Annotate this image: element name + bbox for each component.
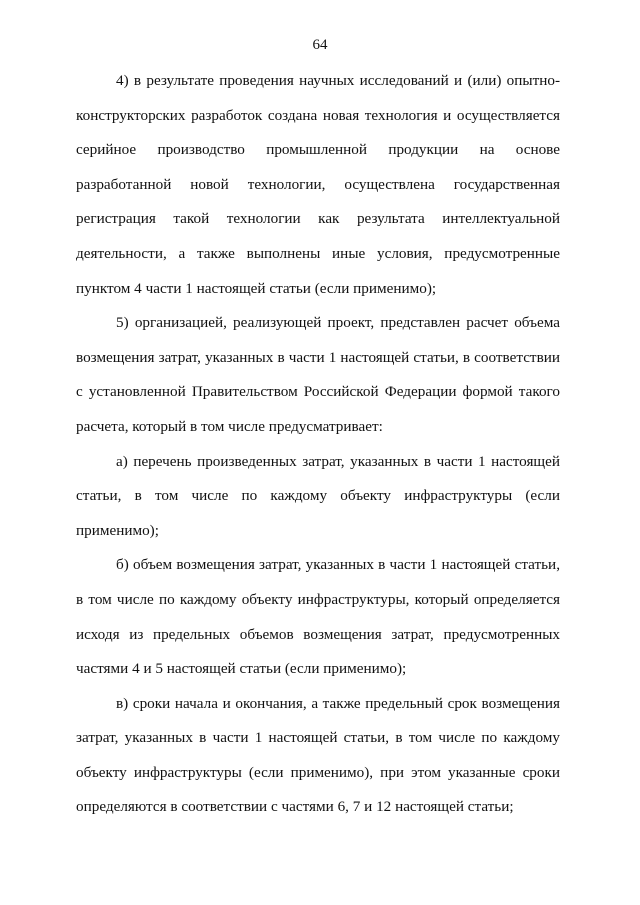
paragraph-subitem-b: б) объем возмещения затрат, указанных в части 1 настоящей статьи, в том числе по каждому объекту инфраструктуры, который определяется исходя из предельных объемов возмещения затрат, предусмотренных частями 4 и 5 настоящей статьи (если применимо);: [76, 556, 560, 678]
paragraph-item-5: 5) организацией, реализующей проект, представлен расчет объема возмещения затрат, указанных в части 1 настоящей статьи, в соответствии с установленной Правительством Российской Федерации формой такого расчета, который в том числе предусматривает:: [76, 314, 560, 435]
paragraph-subitem-a: а) перечень произведенных затрат, указанных в части 1 настоящей статьи, в том числе по каждому объекту инфраструктуры (если применимо);: [76, 452, 560, 539]
page-number: 64: [312, 37, 328, 53]
paragraph-subitem-v: в) сроки начала и окончания, а также предельный срок возмещения затрат, указанных в части 1 настоящей статьи, в том числе по каждому объекту инфраструктуры (если применимо), при этом указанные сроки определяются в соответствии с частями 6, 7 и 12 настоящей статьи;: [76, 694, 560, 816]
document-body: [76, 64, 560, 825]
paragraph-item-4: 4) в результате проведения научных исследований и (или) опытно-конструкторских разработок создана новая технология и осуществляется серийное производство промышленной продукции на основе разработанной новой технологии, осуществлена государственная регистрация такой технологии как результата интеллектуальной деятельности, а также выполнены иные условия, предусмотренные пунктом 4 части 1 настоящей статьи (если применимо);: [76, 72, 560, 297]
